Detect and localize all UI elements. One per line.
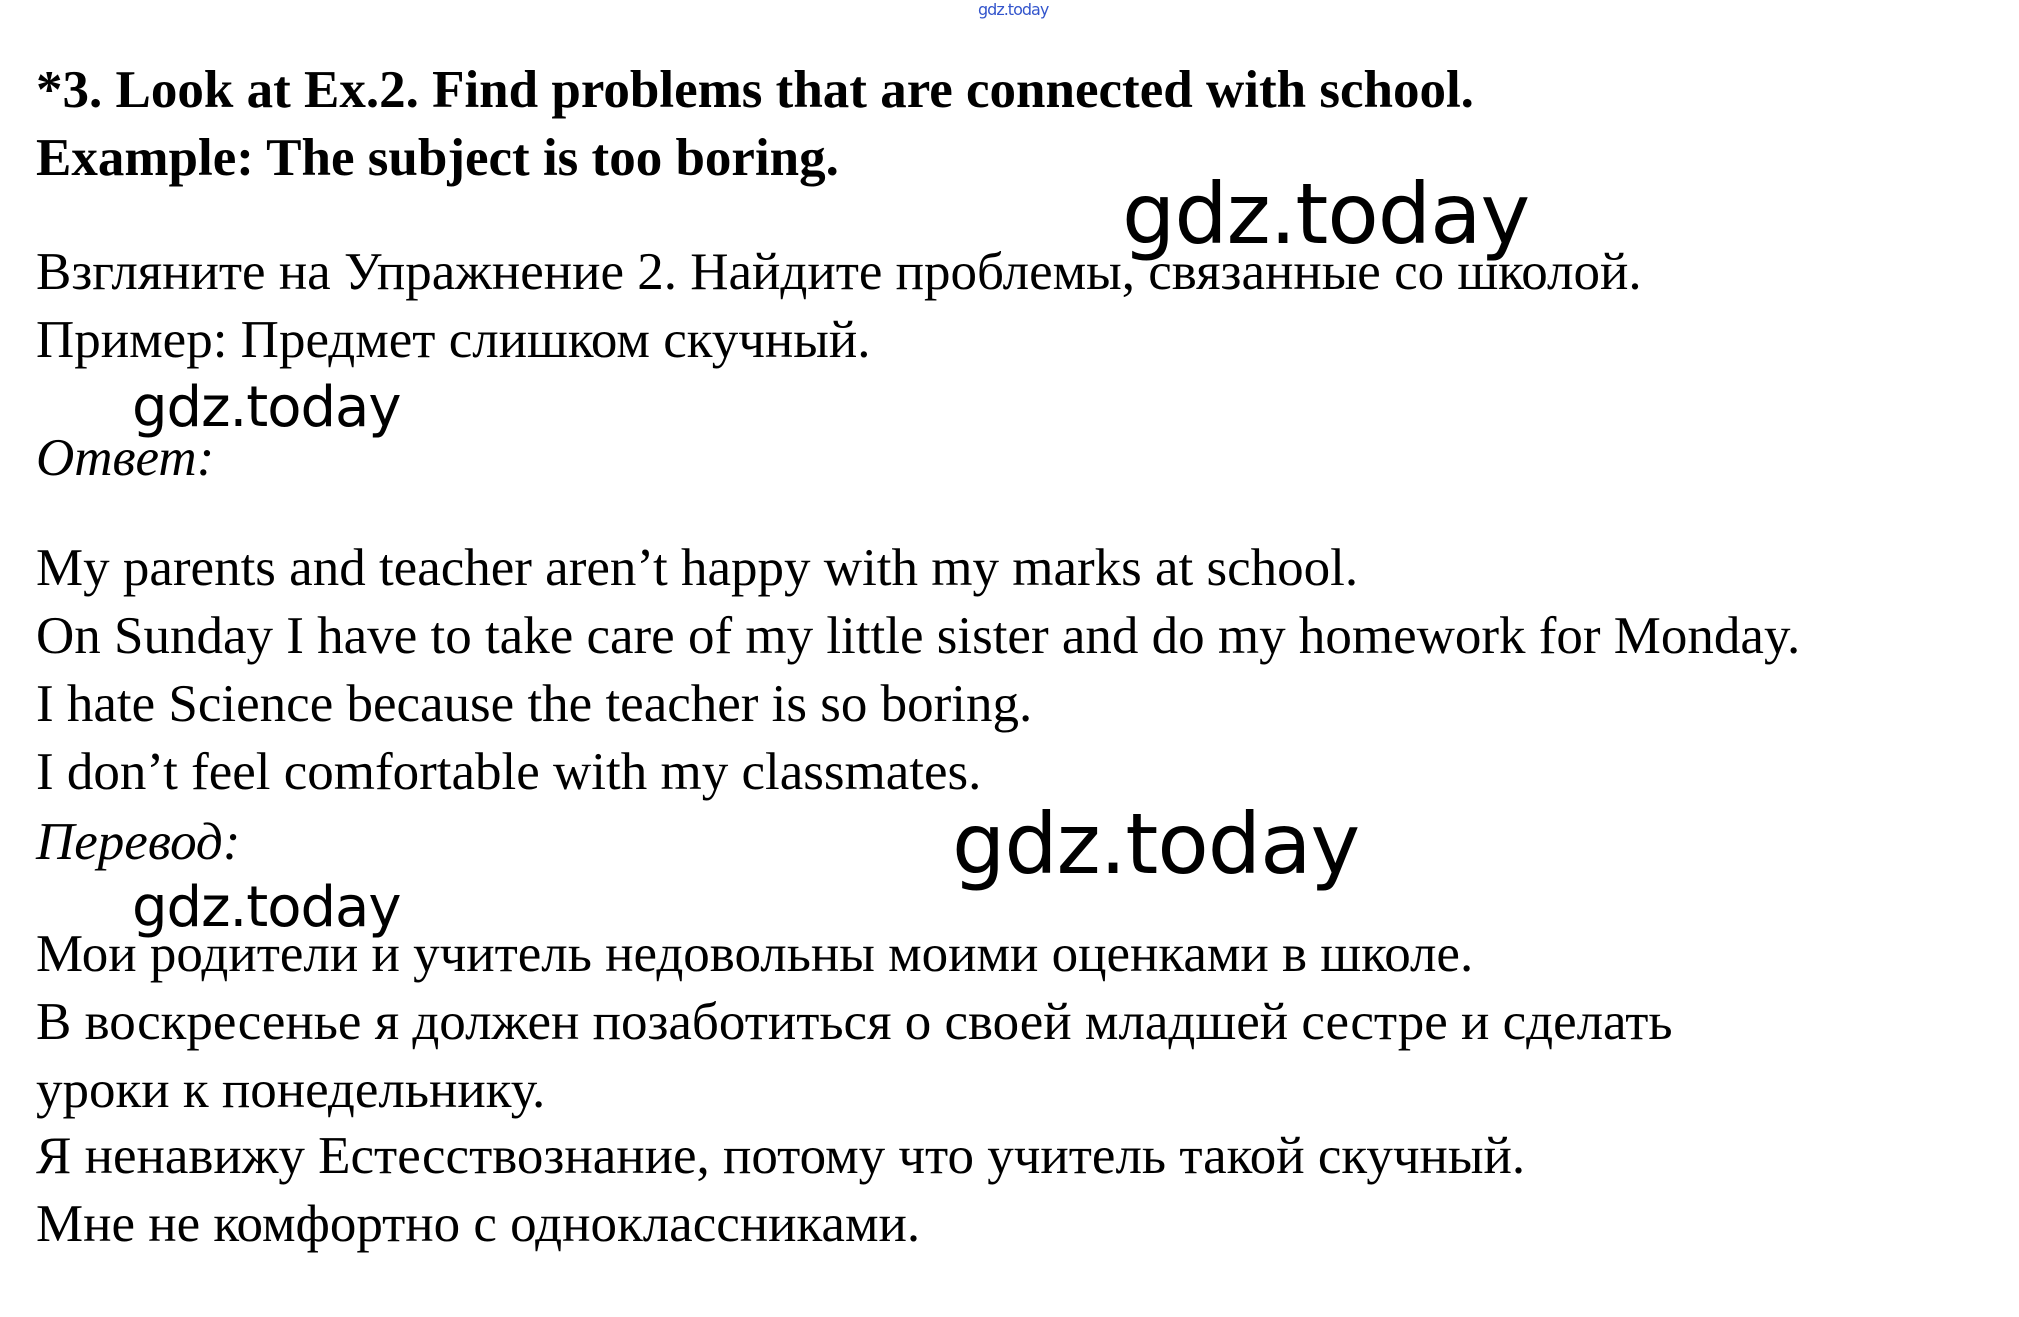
task-example: Example: The subject is too boring. bbox=[36, 129, 839, 187]
translation-line-1: Мои родители и учитель недовольны моими оценками в школе. bbox=[36, 925, 1474, 983]
translation-line-3: уроки к понедельнику. bbox=[36, 1061, 546, 1119]
watermark-small-2: gdz.today bbox=[132, 875, 401, 940]
translation-label: Перевод: bbox=[36, 813, 241, 871]
answer-line-4: I don’t feel comfortable with my classmates. bbox=[36, 743, 982, 801]
translation-line-2: В воскресенье я должен позаботиться о своей младшей сестре и сделать bbox=[36, 993, 1673, 1051]
task-translation-line-2: Пример: Предмет слишком скучный. bbox=[36, 311, 871, 369]
translation-line-4: Я ненавижу Естесствознание, потому что учитель такой скучный. bbox=[36, 1127, 1526, 1185]
answer-label: Ответ: bbox=[36, 429, 215, 487]
answer-line-3: I hate Science because the teacher is so boring. bbox=[36, 675, 1033, 733]
answer-line-2: On Sunday I have to take care of my little sister and do my homework for Monday. bbox=[36, 607, 1801, 665]
watermark-top[interactable]: gdz.today bbox=[978, 0, 1049, 19]
watermark-large-2: gdz.today bbox=[952, 795, 1360, 893]
answer-line-1: My parents and teacher aren’t happy with my marks at school. bbox=[36, 539, 1359, 597]
task-heading: *3. Look at Ex.2. Find problems that are connected with school. bbox=[36, 61, 1474, 119]
translation-line-5: Мне не комфортно с одноклассниками. bbox=[36, 1195, 921, 1253]
watermark-large-1: gdz.today bbox=[1122, 165, 1530, 263]
watermark-small-1: gdz.today bbox=[132, 375, 401, 440]
task-translation-line-1: Взгляните на Упражнение 2. Найдите проблемы, связанные со школой. bbox=[36, 243, 1642, 301]
